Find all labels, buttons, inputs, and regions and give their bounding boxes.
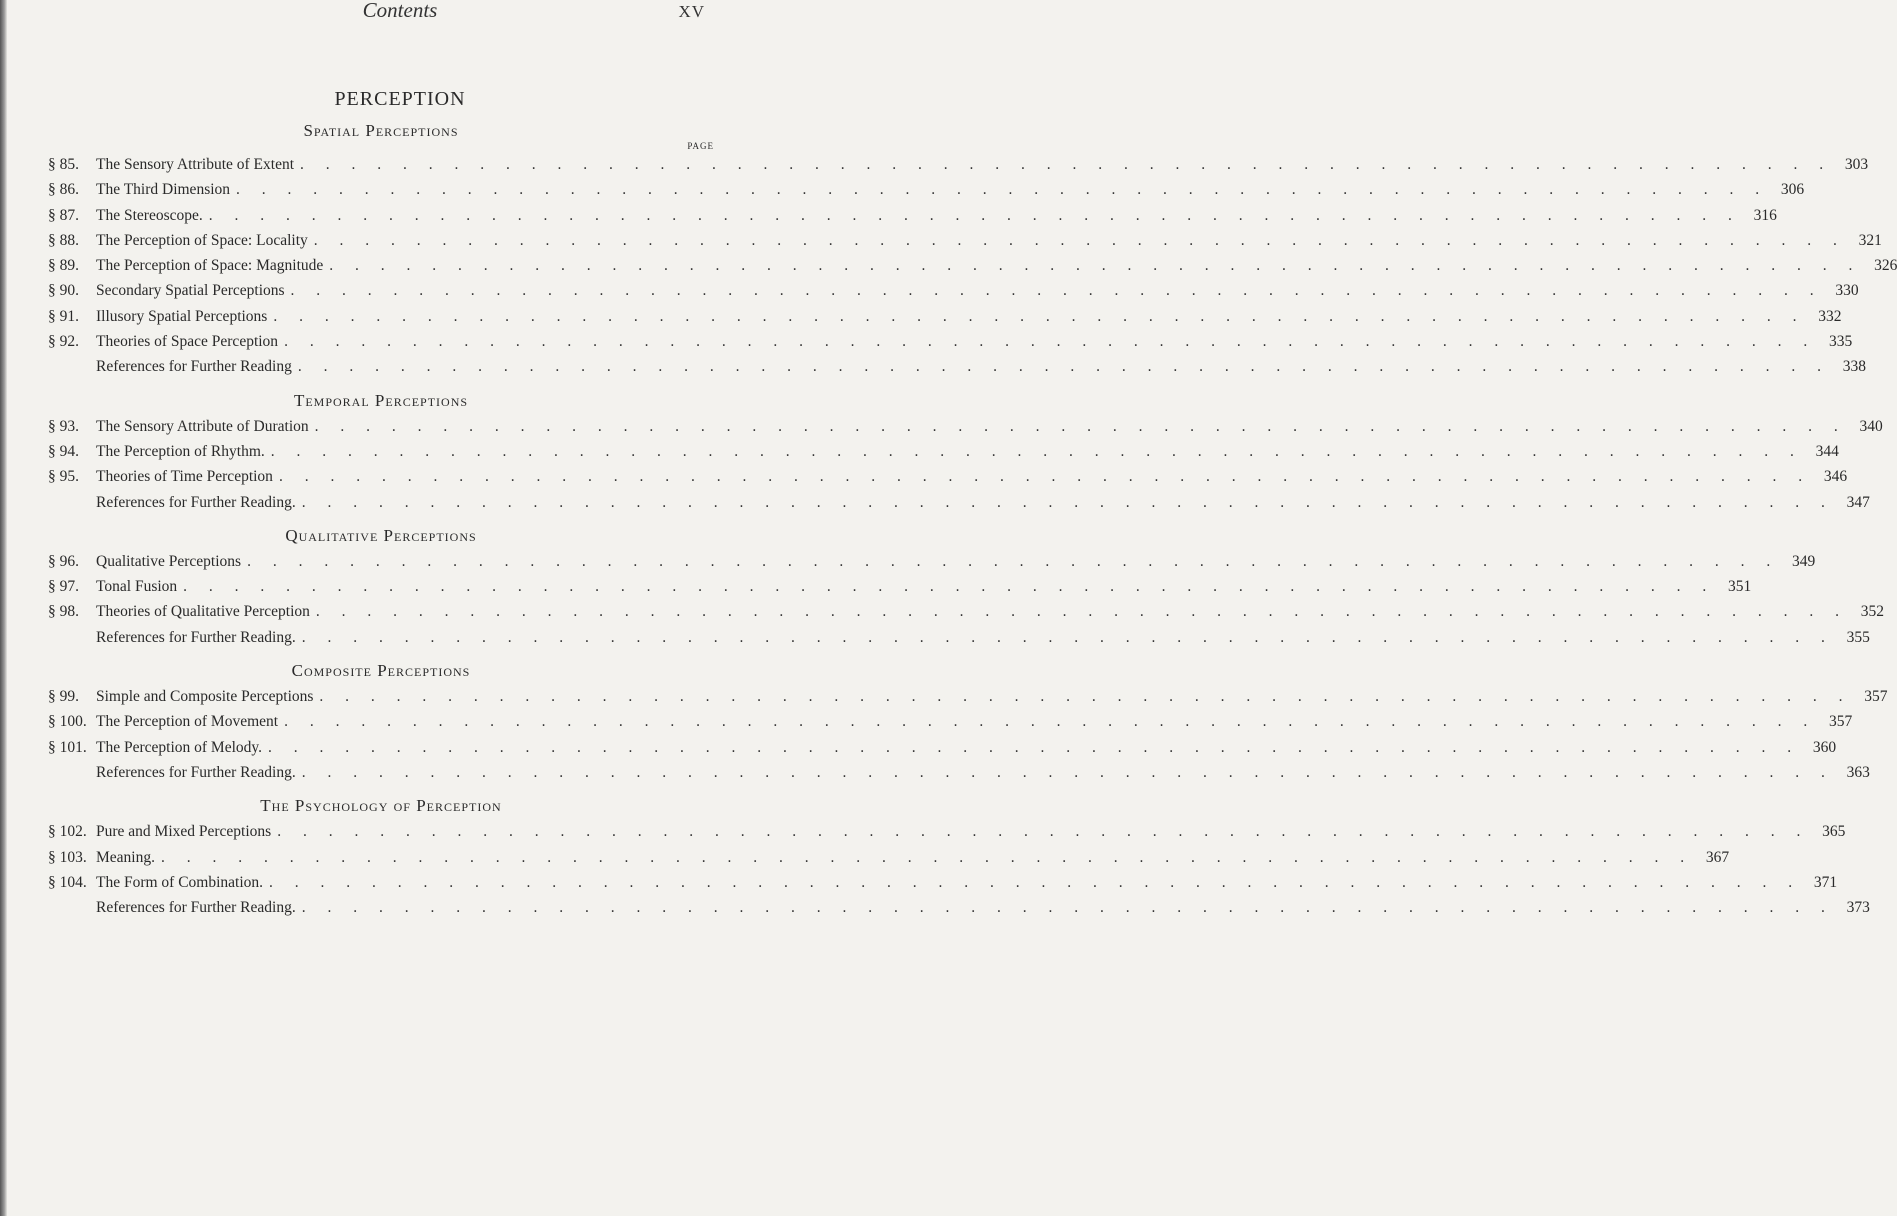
dot-leader: . . . . . . . . . . . . . . . . . . . . . . . . . . . . . . . . . . . . . . . . . . . . . . . . . . . . . . . . . . . .	[269, 873, 1802, 891]
entry-title: The Perception of Space: Locality	[96, 231, 308, 249]
page-number: 344	[1815, 442, 1839, 460]
dot-leader: . . . . . . . . . . . . . . . . . . . . . . . . . . . . . . . . . . . . . . . . . . . . . . . . . . . . . . . . . . . .	[297, 358, 1830, 376]
part-title: PERCEPTION	[334, 88, 466, 110]
toc-entry[interactable]	[48, 845, 1730, 870]
section-number: § 98.	[48, 603, 79, 621]
section-number: § 93.	[48, 417, 79, 435]
page-number: 351	[1728, 578, 1752, 596]
entry-title: Simple and Composite Perceptions	[96, 688, 314, 706]
page-number: 360	[1812, 738, 1837, 756]
section-number: § 101.	[48, 738, 87, 756]
dot-leader: . . . . . . . . . . . . . . . . . . . . . . . . . . . . . . . . . . . . . . . . . . . . . . . . . . . . . . . . . . . .	[236, 181, 1769, 199]
entry-title: The Sensory Attribute of Extent	[96, 156, 295, 173]
toc-entry[interactable]	[48, 439, 1839, 464]
section-number: § 89.	[48, 257, 79, 275]
dot-leader: . . . . . . . . . . . . . . . . . . . . . . . . . . . . . . . . . . . . . . . . . . . . . . . . . . . . . . . . . . . .	[319, 688, 1852, 706]
entry-title: Theories of Qualitative Perception	[96, 603, 310, 621]
toc-entry[interactable]	[48, 549, 1816, 574]
entry-title: The Third Dimension	[96, 181, 231, 199]
section-heading: Spatial Perceptions	[303, 121, 459, 140]
page-number: 365	[1822, 823, 1846, 841]
entry-title: Secondary Spatial Perceptions	[96, 282, 285, 300]
page-edge-shadow	[0, 0, 7, 1216]
section-number: § 99.	[48, 688, 79, 706]
page-number: 306	[1780, 181, 1805, 199]
toc-entry[interactable]	[48, 354, 1866, 379]
page-number: 367	[1705, 848, 1730, 866]
page-column-label: PAGE	[687, 141, 714, 151]
entry-title: Tonal Fusion	[96, 578, 178, 596]
dot-leader: . . . . . . . . . . . . . . . . . . . . . . . . . . . . . . . . . . . . . . . . . . . . . . . . . . . . . . . . . . . .	[284, 713, 1817, 731]
entry-title: Qualitative Perceptions	[96, 552, 242, 570]
section-number: § 87.	[48, 206, 79, 224]
toc-entry[interactable]	[48, 329, 1853, 354]
page-number: 303	[1844, 156, 1869, 173]
page-number: 340	[1859, 417, 1883, 435]
toc-entry[interactable]	[48, 490, 1870, 515]
section-number: § 86.	[48, 181, 79, 199]
dot-leader: . . . . . . . . . . . . . . . . . . . . . . . . . . . . . . . . . . . . . . . . . . . . . . . . . . . . . . . . . . . .	[277, 823, 1810, 841]
page-number: 373	[1846, 899, 1870, 917]
dot-leader: . . . . . . . . . . . . . . . . . . . . . . . . . . . . . . . . . . . . . . . . . . . . . . . . . . . . . . . . . . . .	[315, 603, 1849, 621]
dot-leader: . . . . . . . . . . . . . . . . . . . . . . . . . . . . . . . . . . . . . . . . . . . . . . . . . . . . . . . . . . . .	[247, 552, 1780, 570]
section-number: § 85.	[48, 156, 79, 173]
dot-leader: . . . . . . . . . . . . . . . . . . . . . . . . . . . . . . . . . . . . . . . . . . . . . . . . . . . . . . . . . . . .	[278, 468, 1812, 486]
section-heading: Composite Perceptions	[291, 661, 471, 681]
section-number: § 92.	[48, 333, 79, 351]
running-head	[0, 0, 800, 30]
section-number: § 104.	[48, 873, 87, 891]
toc-entry[interactable]	[48, 819, 1846, 844]
page-number: 338	[1842, 358, 1866, 376]
dot-leader: . . . . . . . . . . . . . . . . . . . . . . . . . . . . . . . . . . . . . . . . . . . . . . . . . . . . . . . . . . . .	[160, 848, 1694, 866]
page-number: 346	[1823, 468, 1848, 486]
toc-entry[interactable]	[48, 464, 1848, 489]
dot-leader: . . . . . . . . . . . . . . . . . . . . . . . . . . . . . . . . . . . . . . . . . . . . . . . . . . . . . . . . . . . .	[301, 899, 1834, 917]
entry-title: Theories of Time Perception	[96, 468, 273, 486]
entry-title: Theories of Space Perception	[96, 333, 279, 351]
section-number: § 97.	[48, 578, 79, 596]
running-head-title: Contents	[362, 0, 438, 22]
page-folio: XV	[678, 2, 705, 21]
section-heading: Qualitative Perceptions	[285, 525, 477, 545]
toc-entry[interactable]	[48, 760, 1870, 785]
section-heading: Temporal Perceptions	[293, 390, 469, 410]
toc-entry[interactable]	[48, 870, 1838, 895]
section-number: § 88.	[48, 231, 79, 249]
entry-title: The Perception of Melody.	[96, 738, 263, 756]
entry-title: The Perception of Space: Magnitude	[96, 257, 324, 275]
toc-entry[interactable]	[48, 304, 1842, 329]
toc-entry[interactable]	[48, 625, 1870, 650]
entry-title: Pure and Mixed Perceptions	[96, 823, 272, 841]
toc-entry[interactable]	[48, 599, 1885, 624]
page-number: 335	[1828, 333, 1853, 351]
entry-title: The Stereoscope.	[96, 206, 203, 224]
toc-entry[interactable]	[48, 574, 1752, 599]
dot-leader: . . . . . . . . . . . . . . . . . . . . . . . . . . . . . . . . . . . . . . . . . . . . . . . . . . . . . . . . . . . .	[314, 417, 1847, 435]
page-number: 355	[1846, 628, 1870, 646]
section-number: § 102.	[48, 823, 87, 841]
entry-title: The Perception of Movement	[96, 713, 279, 731]
section-heading: The Psychology of Perception	[260, 796, 502, 816]
toc-entry[interactable]	[48, 414, 1883, 439]
toc-entry[interactable]	[48, 709, 1853, 734]
toc-entry[interactable]	[48, 253, 1897, 278]
dot-leader: . . . . . . . . . . . . . . . . . . . . . . . . . . . . . . . . . . . . . . . . . . . . . . . . . . . . . . . . . . . .	[313, 231, 1846, 249]
dot-leader: . . . . . . . . . . . . . . . . . . . . . . . . . . . . . . . . . . . . . . . . . . . . . . . . . . . . . . . . . . . .	[270, 442, 1803, 460]
section-number: § 91.	[48, 307, 79, 325]
dot-leader: . . . . . . . . . . . . . . . . . . . . . . . . . . . . . . . . . . . . . . . . . . . . . . . . . . . . . . . . . . . .	[300, 156, 1833, 173]
dot-leader: . . . . . . . . . . . . . . . . . . . . . . . . . . . . . . . . . . . . . . . . . . . . . . . . . . . . . . . . . . . .	[208, 206, 1741, 224]
toc-entry[interactable]	[48, 228, 1882, 253]
entry-title: Illusory Spatial Perceptions	[96, 307, 268, 325]
entry-title: The Form of Combination.	[96, 873, 264, 891]
section-number: § 103.	[48, 848, 87, 866]
table-of-contents	[48, 118, 1897, 920]
section-number: § 100.	[48, 713, 87, 731]
section-number: § 95.	[48, 468, 79, 486]
page-number: 357	[1828, 713, 1853, 731]
page-number: 321	[1858, 231, 1882, 249]
section-number: § 94.	[48, 442, 79, 460]
dot-leader: . . . . . . . . . . . . . . . . . . . . . . . . . . . . . . . . . . . . . . . . . . . . . . . . . . . . . . . . . . . .	[284, 333, 1817, 351]
page-number: 347	[1846, 493, 1870, 511]
toc-entry[interactable]	[48, 152, 1869, 177]
entry-title: References for Further Reading.	[96, 899, 296, 917]
page-number: 352	[1860, 603, 1885, 621]
dot-leader: . . . . . . . . . . . . . . . . . . . . . . . . . . . . . . . . . . . . . . . . . . . . . . . . . . . . . . . . . . . .	[183, 578, 1716, 596]
dot-leader: . . . . . . . . . . . . . . . . . . . . . . . . . . . . . . . . . . . . . . . . . . . . . . . . . . . . . . . . . . . .	[301, 493, 1834, 511]
dot-leader: . . . . . . . . . . . . . . . . . . . . . . . . . . . . . . . . . . . . . . . . . . . . . . . . . . . . . . . . . . . .	[301, 763, 1834, 781]
dot-leader: . . . . . . . . . . . . . . . . . . . . . . . . . . . . . . . . . . . . . . . . . . . . . . . . . . . . . . . . . . . .	[290, 282, 1823, 300]
page-number: 363	[1846, 763, 1870, 781]
section-number: § 90.	[48, 282, 79, 300]
section-number: § 96.	[48, 552, 79, 570]
dot-leader: . . . . . . . . . . . . . . . . . . . . . . . . . . . . . . . . . . . . . . . . . . . . . . . . . . . . . . . . . . . .	[301, 628, 1834, 646]
toc-entry[interactable]	[48, 203, 1777, 228]
entry-title: References for Further Reading.	[96, 763, 296, 781]
page-number: 316	[1753, 206, 1777, 224]
page-number: 357	[1864, 688, 1888, 706]
page-number: 326	[1874, 257, 1897, 275]
toc-entry[interactable]	[48, 177, 1805, 202]
page-number: 332	[1818, 307, 1842, 325]
entry-title: The Perception of Rhythm.	[96, 442, 265, 460]
toc-entry[interactable]	[48, 684, 1888, 709]
toc-entry[interactable]	[48, 895, 1870, 920]
page-number: 371	[1813, 873, 1838, 891]
dot-leader: . . . . . . . . . . . . . . . . . . . . . . . . . . . . . . . . . . . . . . . . . . . . . . . . . . . . . . . . . . . .	[273, 307, 1806, 325]
page-number: 330	[1835, 282, 1859, 300]
page-number: 349	[1791, 552, 1816, 570]
entry-title: The Sensory Attribute of Duration	[96, 417, 309, 435]
toc-entry[interactable]	[48, 278, 1859, 303]
entry-title: References for Further Reading.	[96, 493, 296, 511]
dot-leader: . . . . . . . . . . . . . . . . . . . . . . . . . . . . . . . . . . . . . . . . . . . . . . . . . . . . . . . . . . . .	[329, 257, 1862, 275]
entry-title: References for Further Reading	[96, 358, 292, 376]
toc-entry[interactable]	[48, 735, 1837, 760]
entry-title: References for Further Reading.	[96, 628, 296, 646]
dot-leader: . . . . . . . . . . . . . . . . . . . . . . . . . . . . . . . . . . . . . . . . . . . . . . . . . . . . . . . . . . . .	[268, 738, 1801, 756]
entry-title: Meaning.	[96, 848, 155, 866]
